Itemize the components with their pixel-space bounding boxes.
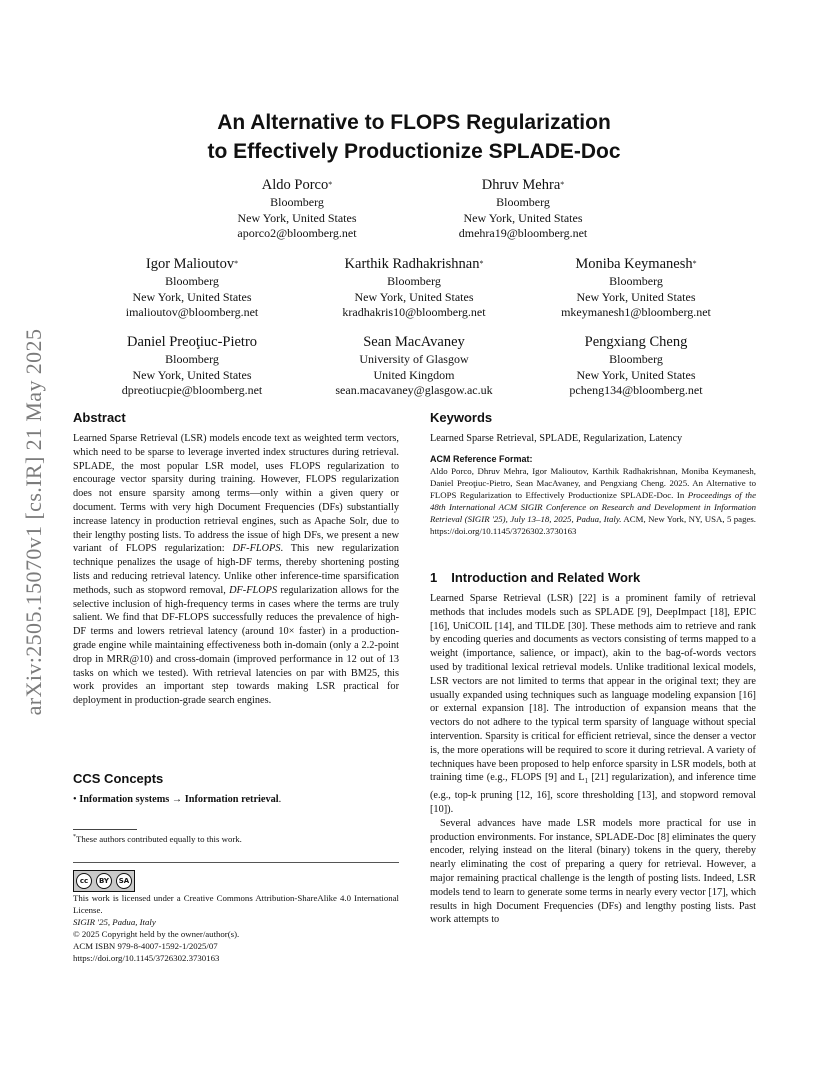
author-name: Karthik Radhakrishnan [344,256,480,272]
author-affiliation: Bloomberg [496,195,550,209]
abstract-text-b: . This new regularization technique penalizes the usage of high-DF terms, thereby shortening posting lists and reducing retrieval latency. Unlike other inference-time sparsification methods, such as stopword removal, [73,543,400,596]
cc-license-icon [73,870,135,892]
author-block [294,333,534,399]
section-heading: Introduction and Related Work [451,570,641,585]
abstract-section [73,410,399,708]
ccs-heading: CCS Concepts [73,771,164,786]
keywords-heading: Keywords [430,410,493,425]
author-location: New York, United States [354,289,474,304]
author-name: Pengxiang Cheng [584,334,688,350]
author-name: Aldo Porco [261,177,329,193]
acm-reference-tail: ACM, New York, NY, USA, 5 pages. https://doi.org/10.1145/3726302.3730163 [430,514,756,536]
cc-sa-icon: SA [116,873,132,889]
footnote [73,831,399,845]
author-location: New York, United States [132,289,252,304]
author-email: mkeymanesh1@bloomberg.net [561,305,711,319]
author-affiliation: Bloomberg [609,352,663,366]
footnote-divider [73,862,399,863]
ccs-end: . [278,794,282,805]
footnote-text: These authors contributed equally to this work. [76,833,242,844]
cc-by-icon: BY [96,873,112,889]
author-name: Dhruv Mehra [481,177,561,193]
author-email: kradhakris10@bloomberg.net [342,305,486,319]
author-location: New York, United States [576,289,696,304]
author-affiliation: Bloomberg [387,274,441,288]
acm-reference-heading: ACM Reference Format: [430,454,533,464]
license-text: This work is licensed under a Creative Commons Attribution-ShareAlike 4.0 International License. [73,893,399,915]
equal-contrib-mark: * [328,180,333,189]
keywords-text: Learned Sparse Retrieval, SPLADE, Regularization, Latency [430,433,683,444]
author-location: New York, United States [463,210,583,225]
author-email: dmehra19@bloomberg.net [458,226,588,240]
equal-contrib-mark: * [692,259,697,268]
author-name: Daniel Preoţiuc-Pietro [126,334,258,350]
equal-contrib-mark: * [234,259,239,268]
author-affiliation: Bloomberg [165,274,219,288]
author-email: pcheng134@bloomberg.net [569,383,703,397]
author-block [294,255,534,321]
license-copyright: © 2025 Copyright held by the owner/author(s). [73,929,240,939]
author-name: Moniba Keymanesh [575,256,693,272]
author-block [516,255,756,321]
ccs-term: Information systems → Information retrieval [79,794,279,805]
abstract-heading: Abstract [73,410,126,425]
arxiv-stamp-text: arXiv:2505.15070v1 [cs.IR] 21 May 2025 [21,328,46,716]
intro-p1-sub: 1 [584,777,589,786]
author-email: imalioutov@bloomberg.net [125,305,259,319]
author-block [516,333,756,399]
author-email: dpreotiucpie@bloomberg.net [121,383,263,397]
acm-reference-authors: Aldo Porco, Dhruv Mehra, Igor Malioutov, Karthik Radhakrishnan, Moniba Keymanesh, Daniel Preoţiuc-Pietro, Sean MacAvaney, and Pengxiang Cheng. 2025. An Alternative to FLOPS Regularization to Effectively Productionize SPLADE-Doc. In [430,466,756,500]
acm-reference [430,453,756,537]
abstract-text [73,432,399,708]
author-block [403,176,643,242]
ccs-bullet: • [73,794,77,805]
author-email: aporco2@bloomberg.net [237,226,357,240]
section-number: 1 [430,570,438,585]
ccs-section [73,771,399,807]
author-name: Igor Malioutov [145,256,235,272]
author-name: Sean MacAvaney [363,334,465,350]
keywords-section [430,410,756,446]
author-location: United Kingdom [373,367,455,382]
intro-section [430,570,756,927]
abstract-em: DF-FLOPS [232,543,281,555]
abstract-text-c: regularization allows for the selective inclusion of high-frequency terms in cases where the terms are truly salient. We find that DF-FLOPS successfully reduces the prevalence of high-DF terms and lowers retrieval latency (around 10× faster) in a production-grade engine while maintaining effectiveness both in-domain (only a 2.2-point drop in MRR@10) and cross-domain (improved performance in 12 out of 13 tasks on which we tested). With retrieval latencies on par with BM25, this work provides an important step towards making LSR practical for deployment in production-grade search engines. [73,584,399,707]
cc-icon: cc [76,873,92,889]
author-affiliation: University of Glasgow [359,352,469,366]
license-doi: https://doi.org/10.1145/3726302.3730163 [73,953,220,963]
author-affiliation: Bloomberg [165,352,219,366]
author-affiliation: Bloomberg [270,195,324,209]
license-venue: SIGIR '25, Padua, Italy [73,917,156,927]
title-line-1: An Alternative to FLOPS Regularization [217,111,611,134]
abstract-em: DF-FLOPS [229,584,278,596]
footnote-rule [73,829,137,830]
title-line-2: to Effectively Productionize SPLADE-Doc [207,140,621,163]
author-location: New York, United States [237,210,357,225]
arxiv-stamp [10,302,58,742]
equal-contrib-mark: * [479,259,484,268]
license-isbn: ACM ISBN 979-8-4007-1592-1/2025/07 [73,941,218,951]
license-block [73,892,399,964]
author-location: New York, United States [132,367,252,382]
author-email: sean.macavaney@glasgow.ac.uk [335,383,493,397]
abstract-text-a: Learned Sparse Retrieval (LSR) models encode text as weighted term vectors, which need to be sparse to leverage inverted index structures during retrieval. SPLADE, the most popular LSR model, uses FLOPS regularization to encourage vector sparsity during training. However, FLOPS regularization does not ensure sparsity among terms—only within a given query or document. Terms with very high Document Frequencies (DFs) substantially increase latency in production retrieval engines, such as Apache Solr, due to their lengthy posting lists. To address the issue of high DFs, we present a new variant of FLOPS regularization: [73,433,399,555]
author-affiliation: Bloomberg [609,274,663,288]
footnote-mark: * [73,834,76,840]
author-block [177,176,417,242]
intro-p1-text: Learned Sparse Retrieval (LSR) [22] is a prominent family of retrieval methods that includes models such as SPLADE [9], DeepImpact [18], EPIC [16], UniCOIL [14], and TILDE [30]. These methods aim to retrieve and rank by encoding queries and documents as vectors consisting of terms mapped to a weight (importance, salience, or impact), akin to the bag-of-words vectors used by traditional lexical retrieval models. Unlike traditional lexical models, LSR vectors are not limited to terms that appear in the original text; they are usually expanded using techniques such as language modeling expansion [16] or external expansion [18]. The introduction of expansion means that the vectors do not adhere to the typical term sparsity of language without special intervention. Sparsity is critical for efficient retrieval, since the denser a vector is, the more operations will be required to score it during retrieval. A variety of techniques have been proposed to help enforce sparsity in LSR models, both at training time (e.g., FLOPS [9] and L [430,593,756,784]
author-block [72,333,312,399]
author-location: New York, United States [576,367,696,382]
intro-p1-tail: [21] regularization), and inference time (e.g., top-k pruning [12, 16], score thresholding [13], and stopword removal [10]). [430,772,756,815]
author-block [72,255,312,321]
intro-paragraph-2: Several advances have made LSR models more practical for use in production environments. For instance, SPLADE-Doc [8] eliminates the query encoder, relying instead on the literal (binary) tokens in the query, thereby nearly eliminating the cost of preparing a query for retrieval. However, a major remaining practical challenge is the length of posting lists. Indeed, LSR models tend to learn to generate some terms in nearly every vector [17], which results in high Document Frequencies (DFs) and lengthy posting lists. Past work attempts to [430,817,756,926]
intro-paragraph-1 [430,592,756,817]
equal-contrib-mark: * [560,180,565,189]
acm-reference-proceedings: Proceedings of the 48th International ACM SIGIR Conference on Research and Development in Information Retrieval (SIGIR '25), July 13–18, 2025, Padua, Italy. [430,490,756,524]
paper-title [70,108,758,166]
